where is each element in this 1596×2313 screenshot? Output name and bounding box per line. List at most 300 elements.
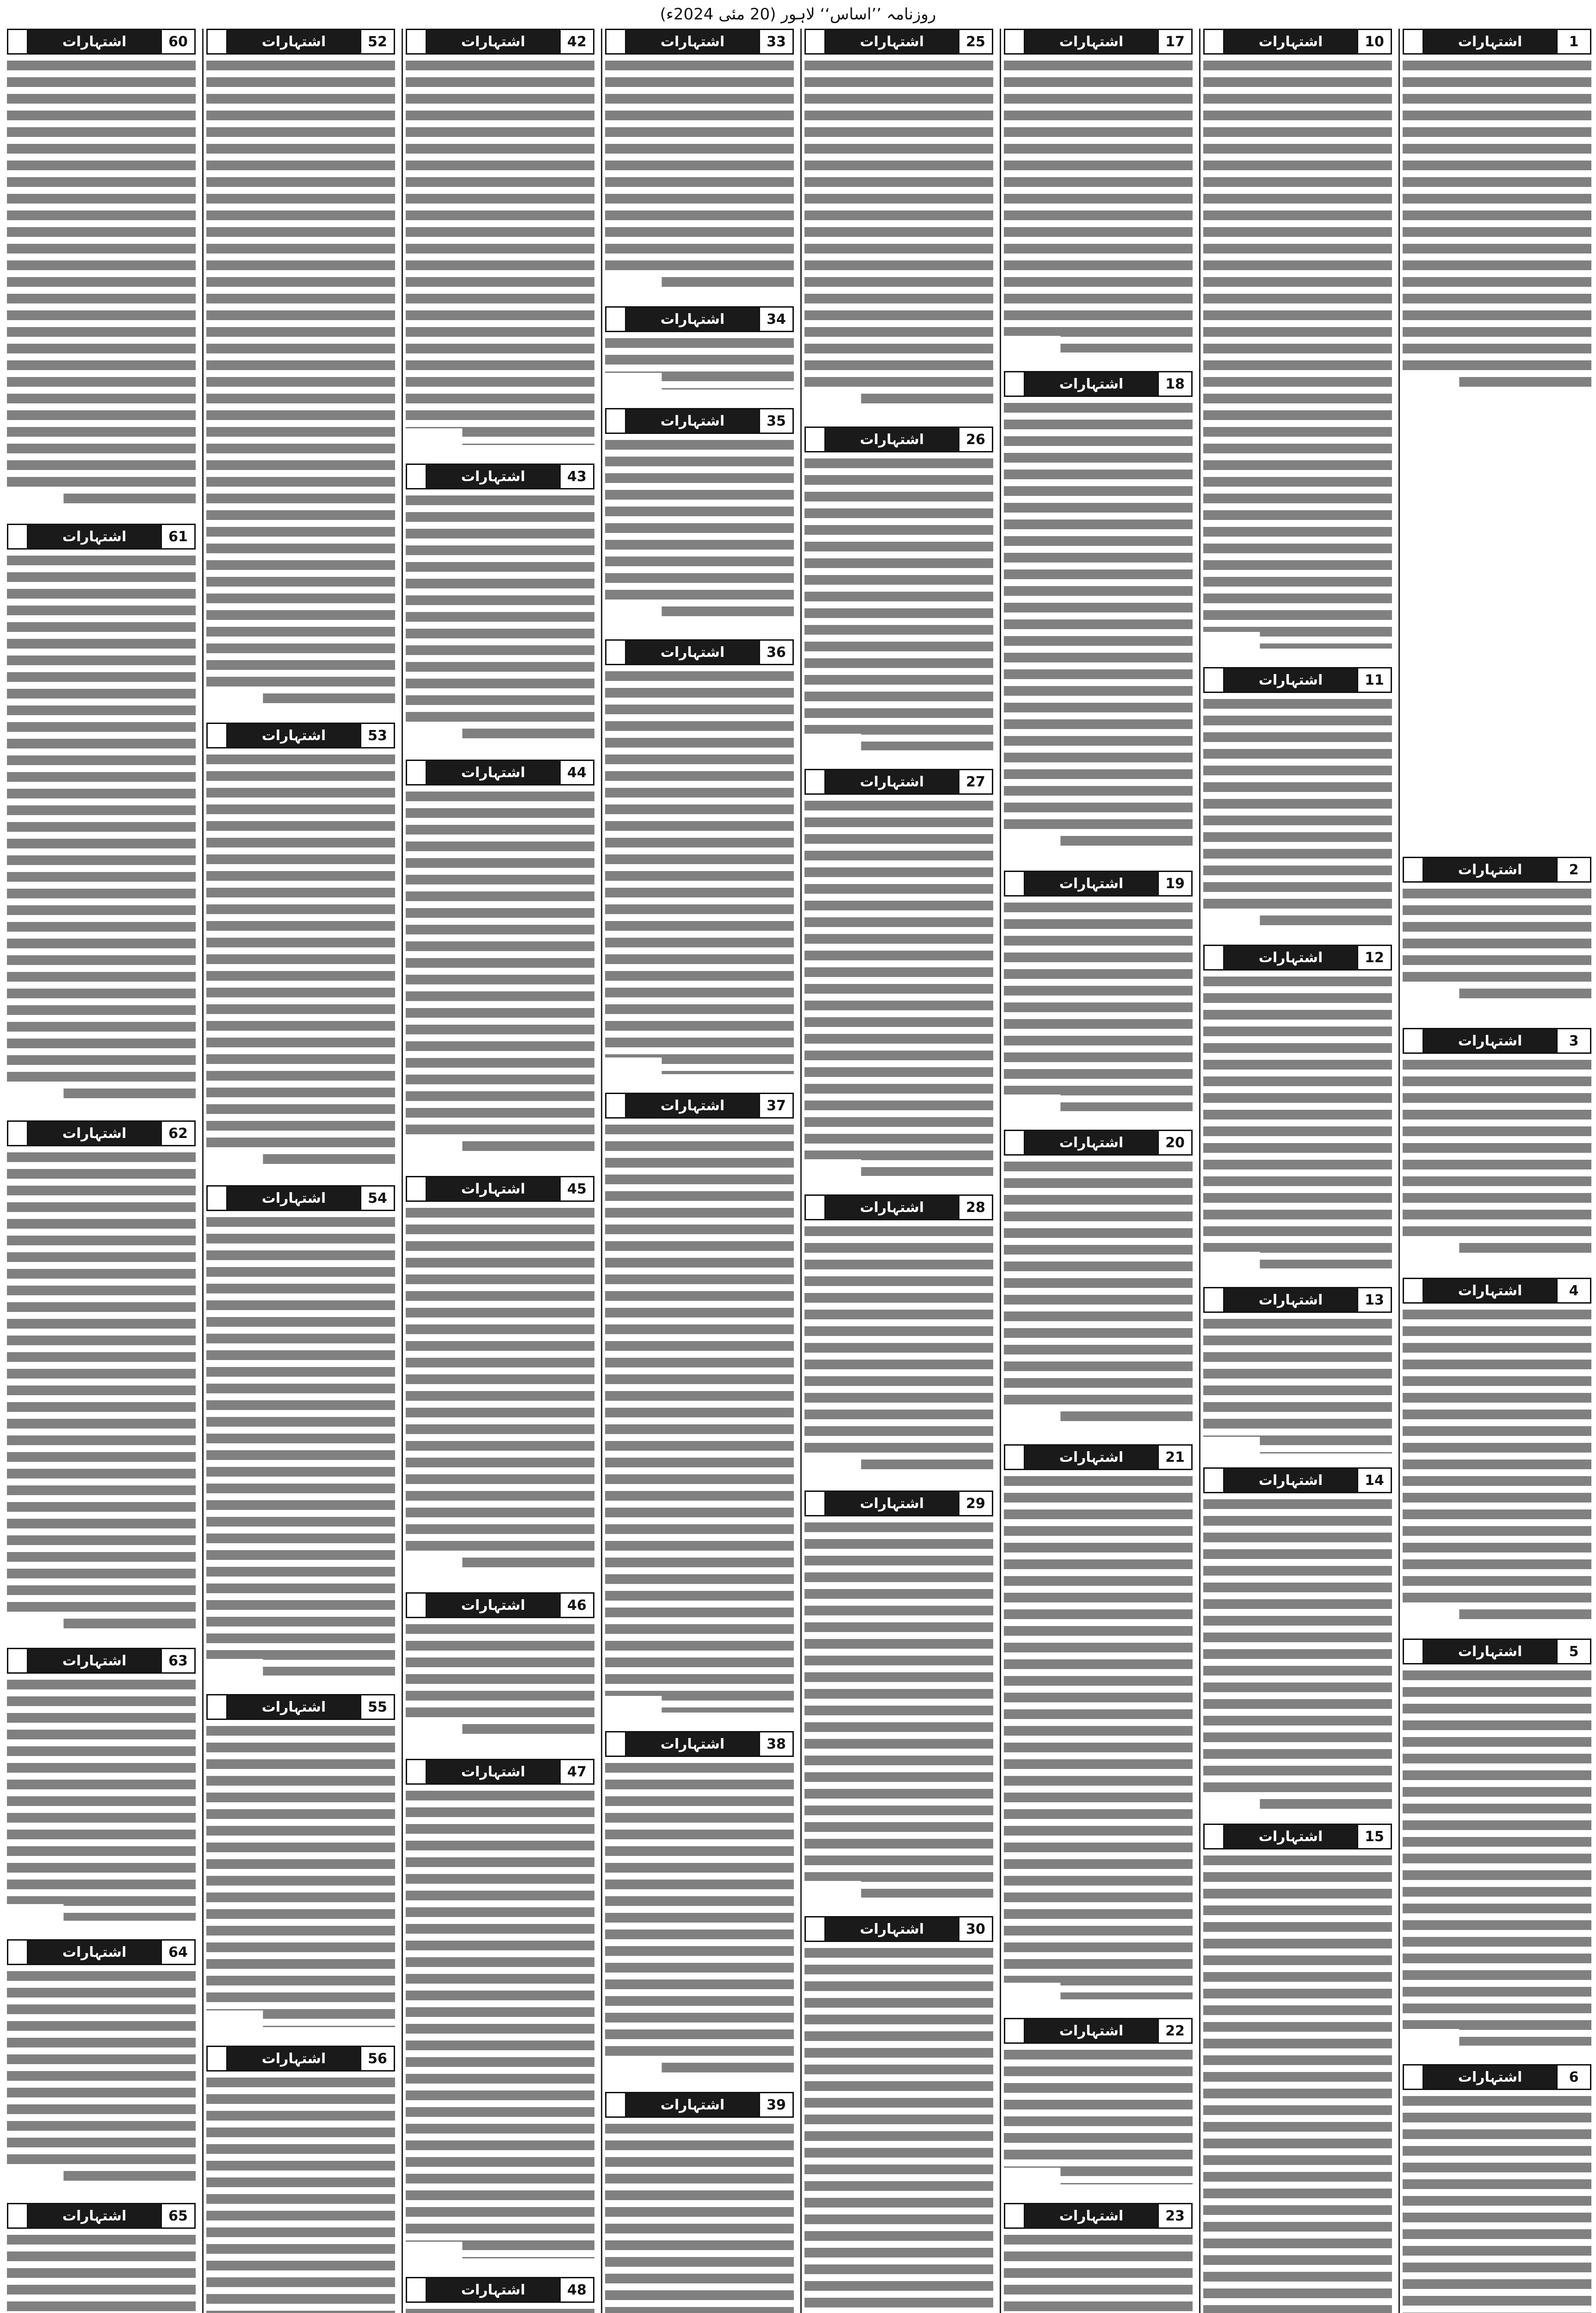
item-header <box>406 1176 594 1202</box>
header-stub <box>1005 1446 1025 1469</box>
header-stub <box>208 1187 228 1210</box>
text-lines <box>605 57 794 288</box>
header-stub <box>208 2047 228 2070</box>
item-body-text <box>406 1787 594 2258</box>
item-body-text <box>406 2306 594 2313</box>
item-header <box>1004 2018 1193 2044</box>
item-label: اشتہارات <box>826 770 958 793</box>
text-lines <box>7 57 196 505</box>
header-stub <box>1205 30 1225 53</box>
text-lines <box>406 1621 594 1740</box>
item-label: اشتہارات <box>826 428 958 451</box>
item-number: 10 <box>1357 30 1391 53</box>
item-body-text <box>1004 1158 1193 1426</box>
item-body-text <box>7 552 196 1102</box>
classified-item <box>1403 1639 1591 2046</box>
item-number: 19 <box>1157 872 1191 895</box>
item-body-text <box>804 1945 993 2313</box>
header-stub <box>8 1941 28 1964</box>
item-number: 55 <box>360 1695 394 1719</box>
header-stub <box>1005 1131 1025 1154</box>
item-body-text <box>605 1760 794 2073</box>
item-label: اشتہارات <box>1025 1446 1157 1469</box>
item-label: اشتہارات <box>28 2204 161 2227</box>
item-label: اشتہارات <box>427 1594 559 1617</box>
text-lines <box>1004 57 1193 353</box>
classified-item <box>605 306 794 390</box>
header-stub <box>8 30 28 53</box>
item-body-text <box>1004 400 1193 852</box>
text-lines <box>1403 1057 1591 1259</box>
classified-item <box>1004 1444 1193 1999</box>
item-label: اشتہارات <box>1025 2019 1157 2042</box>
item-header <box>804 769 993 795</box>
item-number: 56 <box>360 2047 394 2070</box>
text-lines <box>406 57 594 445</box>
columns <box>0 29 1596 2313</box>
item-label: اشتہارات <box>1225 1825 1357 1848</box>
text-lines <box>7 1676 196 1921</box>
item-label: اشتہارات <box>28 1122 161 1145</box>
classified-item <box>804 769 993 1176</box>
item-number: 17 <box>1157 30 1191 53</box>
item-number: 20 <box>1157 1131 1191 1154</box>
item-body-text <box>1403 1306 1591 1620</box>
item-header <box>605 1731 794 1757</box>
header-stub <box>806 770 826 793</box>
classified-item <box>1403 1278 1591 1620</box>
item-header <box>206 2046 395 2072</box>
item-number: 52 <box>360 30 394 53</box>
header-stub <box>1005 2204 1025 2227</box>
classified-item <box>206 723 395 1167</box>
item-body-text <box>605 57 794 288</box>
classified-item <box>406 760 594 1157</box>
classified-item <box>7 1939 196 2184</box>
item-label: اشتہارات <box>1424 2066 1556 2089</box>
item-label: اشتہارات <box>1025 30 1157 53</box>
item-number: 18 <box>1157 372 1191 396</box>
text-lines <box>804 1519 993 1898</box>
item-label: اشتہارات <box>1225 1288 1357 1311</box>
item-label: اشتہارات <box>1025 2204 1157 2227</box>
item-header <box>206 723 395 748</box>
item-header <box>1403 2064 1591 2090</box>
item-number: 2 <box>1556 858 1590 881</box>
item-label: اشتہارات <box>1225 1469 1357 1492</box>
header-stub <box>407 1177 427 1200</box>
header-stub <box>606 1732 626 1756</box>
header-stub <box>606 409 626 433</box>
item-number: 4 <box>1556 1279 1590 1302</box>
text-lines <box>206 751 395 1167</box>
item-label: اشتہارات <box>1424 30 1556 53</box>
item-number: 34 <box>759 308 792 331</box>
text-lines <box>7 552 196 1102</box>
text-lines <box>7 1149 196 1629</box>
text-lines <box>406 492 594 741</box>
classified-item <box>7 524 196 1102</box>
item-body-text <box>804 57 993 408</box>
text-lines <box>804 1223 993 1472</box>
item-header <box>605 1093 794 1119</box>
header-stub <box>407 761 427 784</box>
item-header <box>1203 29 1392 55</box>
text-lines <box>804 1945 993 2313</box>
header-stub <box>1404 1029 1424 1052</box>
item-header <box>206 1694 395 1720</box>
item-label: اشتہارات <box>1225 668 1357 692</box>
item-label: اشتہارات <box>427 761 559 784</box>
item-body-text <box>1203 973 1392 1268</box>
classified-item <box>7 1120 196 1629</box>
item-body-text <box>804 798 993 1176</box>
column-4 <box>800 29 996 2313</box>
item-header <box>406 760 594 785</box>
classified-item <box>1203 29 1392 649</box>
classified-item <box>804 29 993 408</box>
column-3 <box>1000 29 1195 2313</box>
classified-item <box>406 1176 594 1574</box>
text-lines <box>605 335 794 390</box>
item-number: 27 <box>958 770 992 793</box>
header-stub <box>606 2093 626 2116</box>
item-label: اشتہارات <box>1424 1279 1556 1302</box>
item-body-text <box>206 2074 395 2313</box>
item-header <box>7 29 196 55</box>
column-1 <box>1398 29 1594 2313</box>
text-lines <box>605 668 794 1074</box>
item-header <box>1004 29 1193 55</box>
text-lines <box>1403 885 1591 1005</box>
header-stub <box>1005 872 1025 895</box>
header-stub <box>1404 858 1424 881</box>
item-label: اشتہارات <box>427 30 559 53</box>
item-body-text <box>605 335 794 390</box>
classified-item <box>1004 29 1193 353</box>
classified-item <box>406 29 594 445</box>
item-number: 61 <box>161 525 194 548</box>
header-stub <box>606 1094 626 1117</box>
item-header <box>605 639 794 665</box>
item-number: 15 <box>1357 1825 1391 1848</box>
item-label: اشتہارات <box>228 1695 360 1719</box>
item-number: 11 <box>1357 668 1391 692</box>
classified-item <box>1203 1287 1392 1453</box>
item-number: 44 <box>559 761 593 784</box>
header-stub <box>407 2278 427 2301</box>
item-label: اشتہارات <box>427 1177 559 1200</box>
item-header <box>605 2092 794 2118</box>
item-label: اشتہارات <box>626 30 759 53</box>
header-stub <box>1005 30 1025 53</box>
item-header <box>1004 2203 1193 2229</box>
item-header <box>1203 945 1392 971</box>
classified-item <box>206 29 395 704</box>
item-number: 30 <box>958 1917 992 1941</box>
item-body-text <box>1403 885 1591 1005</box>
item-body-text <box>605 668 794 1074</box>
item-body-text <box>1403 57 1591 390</box>
text-lines <box>1203 1316 1392 1453</box>
item-label: اشتہارات <box>1025 1131 1157 1154</box>
text-lines <box>1203 1852 1392 2313</box>
item-label: اشتہارات <box>826 1492 958 1515</box>
text-lines <box>206 2074 395 2313</box>
item-body-text <box>206 751 395 1167</box>
classified-item <box>1403 29 1591 390</box>
text-lines <box>1004 2047 1193 2184</box>
header-stub <box>1205 946 1225 969</box>
item-number: 21 <box>1157 1446 1191 1469</box>
item-body-text <box>1203 696 1392 926</box>
classified-item <box>1004 2203 1193 2313</box>
text-lines <box>804 57 993 408</box>
item-body-text <box>406 492 594 741</box>
item-label: اشتہارات <box>826 1196 958 1219</box>
item-label: اشتہارات <box>1225 946 1357 969</box>
header-stub <box>806 1917 826 1941</box>
item-header <box>1004 871 1193 897</box>
item-number: 26 <box>958 428 992 451</box>
item-label: اشتہارات <box>626 308 759 331</box>
header-stub <box>407 30 427 53</box>
item-number: 33 <box>759 30 792 53</box>
item-label: اشتہارات <box>1025 372 1157 396</box>
classified-item <box>605 1093 794 1713</box>
item-number: 22 <box>1157 2019 1191 2042</box>
classified-item <box>206 1694 395 2027</box>
text-lines <box>406 2306 594 2313</box>
text-lines <box>1004 899 1193 1111</box>
classified-item <box>206 2046 395 2313</box>
classified-item <box>605 639 794 1074</box>
item-header <box>1403 29 1591 55</box>
header-stub <box>1205 1469 1225 1492</box>
item-number: 43 <box>559 465 593 488</box>
item-header <box>1403 857 1591 883</box>
item-header <box>1203 1824 1392 1849</box>
item-header <box>605 29 794 55</box>
header-stub <box>407 465 427 488</box>
classified-item <box>1203 945 1392 1268</box>
text-lines <box>1403 57 1591 390</box>
header-stub <box>1205 668 1225 692</box>
item-header <box>1004 371 1193 397</box>
text-lines <box>605 1760 794 2073</box>
item-label: اشتہارات <box>1424 1640 1556 1663</box>
text-lines <box>605 1121 794 1713</box>
classified-item <box>406 1592 594 1740</box>
text-lines <box>7 2232 196 2313</box>
classified-item <box>1004 2018 1193 2184</box>
item-number: 12 <box>1357 946 1391 969</box>
item-label: اشتہارات <box>228 2047 360 2070</box>
item-number: 37 <box>759 1094 792 1117</box>
item-number: 36 <box>759 641 792 664</box>
item-number: 23 <box>1157 2204 1191 2227</box>
item-label: اشتہارات <box>626 1732 759 1756</box>
text-lines <box>1403 1667 1591 2046</box>
item-header <box>804 427 993 452</box>
item-header <box>1403 1278 1591 1304</box>
classified-item <box>7 2203 196 2313</box>
header-stub <box>407 1760 427 1783</box>
item-label: اشتہارات <box>28 1941 161 1964</box>
item-number: 13 <box>1357 1288 1391 1311</box>
item-body-text <box>7 1676 196 1921</box>
item-header <box>605 306 794 332</box>
header-stub <box>606 641 626 664</box>
item-body-text <box>1004 1473 1193 1999</box>
classified-item <box>1203 1467 1392 1810</box>
item-number: 6 <box>1556 2066 1590 2089</box>
header-stub <box>407 1594 427 1617</box>
item-number: 65 <box>161 2204 194 2227</box>
classified-item <box>1203 667 1392 926</box>
item-header <box>1203 1287 1392 1313</box>
item-number: 62 <box>161 1122 194 1145</box>
text-lines <box>206 1214 395 1676</box>
item-header <box>406 29 594 55</box>
item-body-text <box>406 1205 594 1574</box>
column-8 <box>4 29 198 2313</box>
item-body-text <box>605 2121 794 2313</box>
header-stub <box>1404 2066 1424 2089</box>
item-number: 38 <box>759 1732 792 1756</box>
classified-item <box>1403 857 1591 1005</box>
item-header <box>804 1490 993 1516</box>
item-header <box>7 1120 196 1146</box>
header-stub <box>208 30 228 53</box>
header-stub <box>1205 1825 1225 1848</box>
text-lines <box>406 788 594 1157</box>
classified-item <box>7 1648 196 1921</box>
item-header <box>1004 1444 1193 1470</box>
item-number: 64 <box>161 1941 194 1964</box>
item-header <box>406 1592 594 1618</box>
item-number: 35 <box>759 409 792 433</box>
item-number: 60 <box>161 30 194 53</box>
item-label: اشتہارات <box>28 1649 161 1672</box>
item-body-text <box>1203 57 1392 649</box>
text-lines <box>1203 973 1392 1268</box>
item-body-text <box>206 57 395 704</box>
masthead-title: روزنامہ ’’اساس‘‘ لاہور (20 مئی 2024ء) <box>660 5 936 24</box>
item-label: اشتہارات <box>427 1760 559 1783</box>
item-body-text <box>7 2232 196 2313</box>
text-lines <box>1203 1496 1392 1810</box>
text-lines <box>1403 1306 1591 1620</box>
item-number: 47 <box>559 1760 593 1783</box>
text-lines <box>206 1723 395 2027</box>
item-body-text <box>804 1519 993 1898</box>
classified-item <box>804 1490 993 1898</box>
item-number: 28 <box>958 1196 992 1219</box>
text-lines <box>605 437 794 621</box>
item-body-text <box>1004 899 1193 1111</box>
classified-item <box>605 408 794 621</box>
item-label: اشتہارات <box>626 2093 759 2116</box>
item-label: اشتہارات <box>826 30 958 53</box>
classified-item <box>1403 2064 1591 2313</box>
header-stub <box>1404 30 1424 53</box>
header-stub <box>1005 372 1025 396</box>
classified-item <box>605 2092 794 2313</box>
text-lines <box>1004 400 1193 852</box>
text-lines <box>1403 2093 1591 2313</box>
item-header <box>406 1759 594 1785</box>
header-stub <box>606 30 626 53</box>
classified-item <box>1004 871 1193 1111</box>
item-label: اشتہارات <box>1424 1029 1556 1052</box>
classified-item <box>1004 371 1193 852</box>
item-number: 48 <box>559 2278 593 2301</box>
item-body-text <box>1203 1852 1392 2313</box>
item-body-text <box>804 1223 993 1472</box>
text-lines <box>206 57 395 704</box>
header-stub <box>8 2204 28 2227</box>
column-2 <box>1199 29 1395 2313</box>
item-body-text <box>605 1121 794 1713</box>
classified-item <box>1203 1824 1392 2313</box>
item-header <box>1203 667 1392 693</box>
header-stub <box>806 428 826 451</box>
classified-item <box>605 1731 794 2073</box>
item-header <box>1403 1028 1591 1054</box>
item-label: اشتہارات <box>826 1917 958 1941</box>
classified-item <box>7 29 196 505</box>
item-header <box>1403 1639 1591 1664</box>
item-header <box>804 1916 993 1942</box>
item-body-text <box>7 1149 196 1629</box>
item-number: 39 <box>759 2093 792 2116</box>
text-lines <box>605 2121 794 2313</box>
column-5 <box>601 29 797 2313</box>
item-label: اشتہارات <box>28 525 161 548</box>
header-stub <box>606 308 626 331</box>
classified-item <box>406 1759 594 2258</box>
masthead <box>0 0 1596 28</box>
item-header <box>804 29 993 55</box>
item-body-text <box>206 1214 395 1676</box>
text-lines <box>406 1787 594 2258</box>
column-7 <box>202 29 398 2313</box>
column-6 <box>402 29 597 2313</box>
text-lines <box>1203 696 1392 926</box>
text-lines <box>406 1205 594 1574</box>
item-header <box>206 29 395 55</box>
classified-item <box>605 29 794 288</box>
item-body-text <box>804 455 993 750</box>
item-body-text <box>406 1621 594 1740</box>
text-lines <box>1203 57 1392 649</box>
item-number: 5 <box>1556 1640 1590 1663</box>
item-label: اشتہارات <box>626 1094 759 1117</box>
item-number: 14 <box>1357 1469 1391 1492</box>
classified-item <box>1403 1028 1591 1259</box>
item-body-text <box>7 57 196 505</box>
text-lines <box>804 455 993 750</box>
header-stub <box>8 1649 28 1672</box>
item-header <box>206 1185 395 1211</box>
header-stub <box>1404 1640 1424 1663</box>
item-number: 45 <box>559 1177 593 1200</box>
item-number: 54 <box>360 1187 394 1210</box>
item-number: 29 <box>958 1492 992 1515</box>
item-label: اشتہارات <box>228 1187 360 1210</box>
item-number: 53 <box>360 724 394 747</box>
